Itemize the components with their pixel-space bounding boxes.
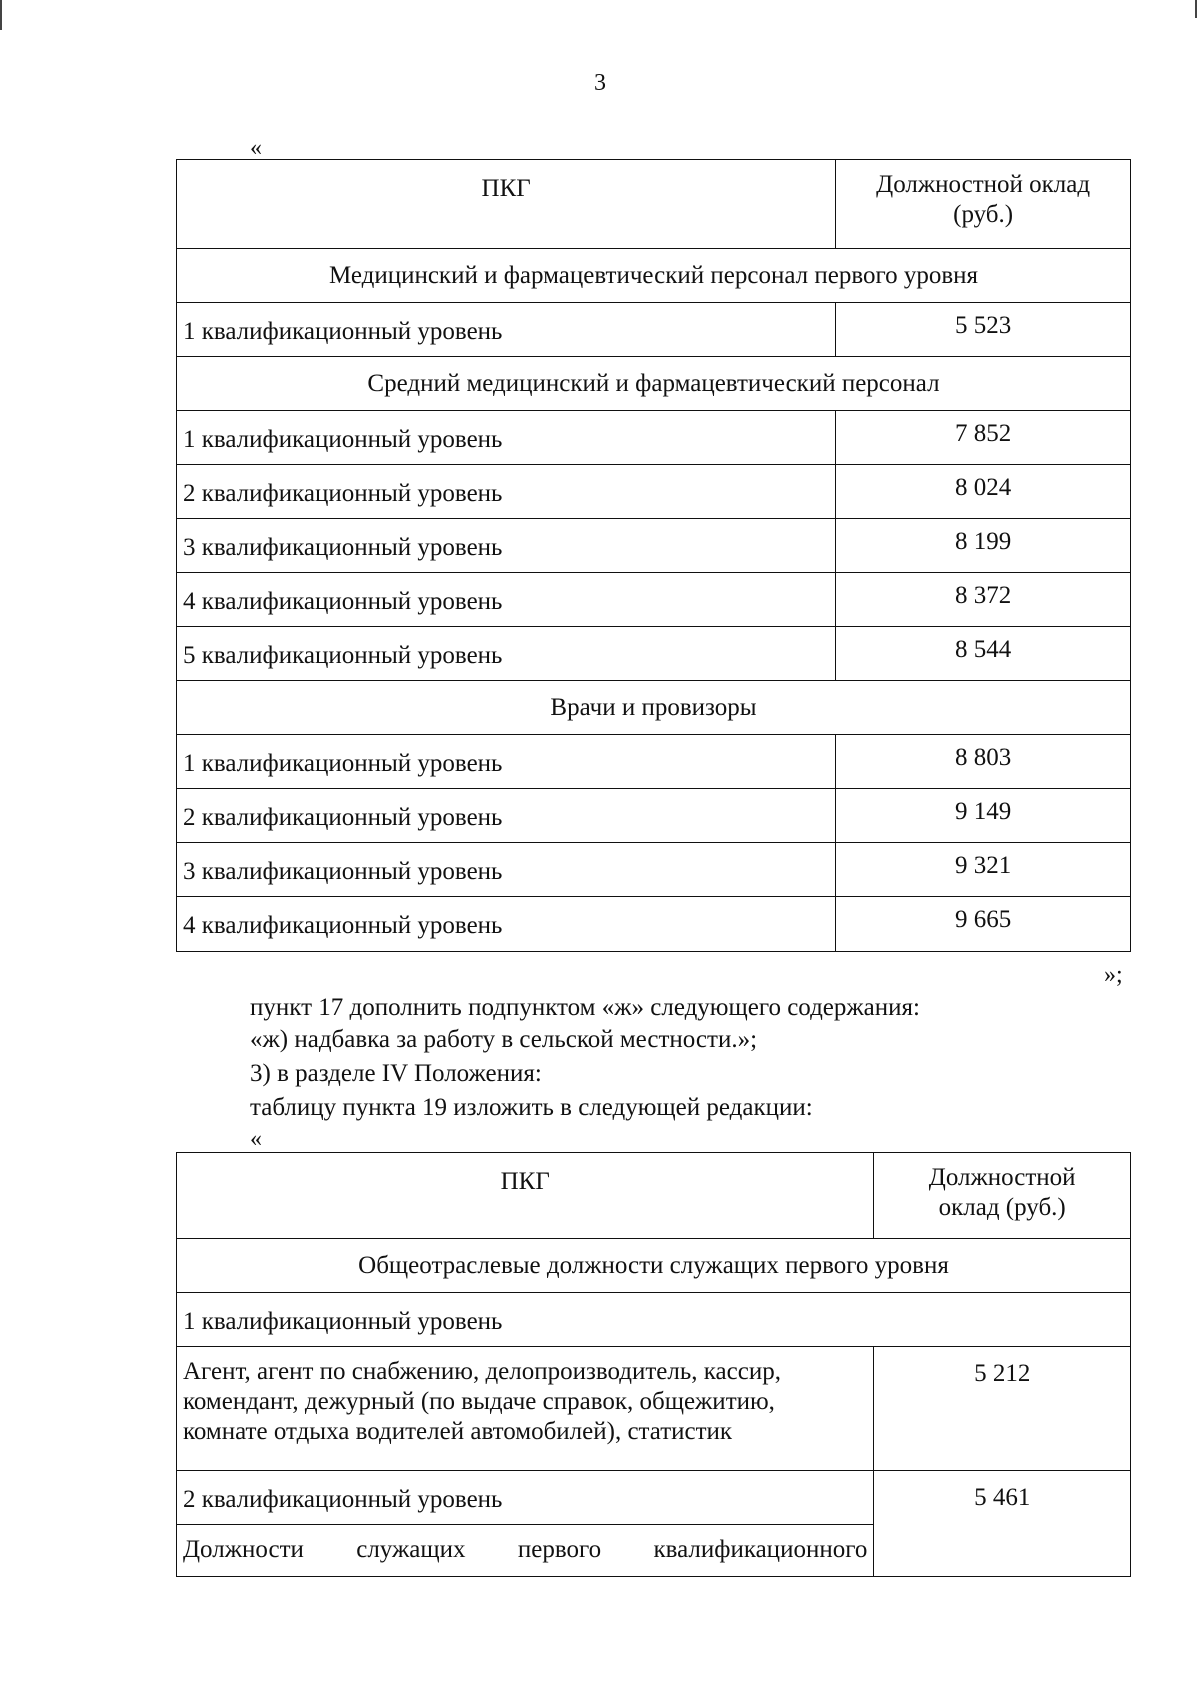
group-title: Средний медицинский и фармацевтический персонал bbox=[177, 357, 1131, 411]
close-quote: »; bbox=[1104, 962, 1123, 988]
table-row bbox=[177, 519, 1131, 573]
level-cell: 2 квалификационный уровень bbox=[177, 1471, 874, 1525]
table-row bbox=[177, 303, 1131, 357]
open-quote-2: « bbox=[250, 1126, 262, 1152]
salary-cell: 8 199 bbox=[836, 519, 1131, 573]
table-header-row bbox=[177, 160, 1131, 249]
group-title: Общеотраслевые должности служащих первого уровня bbox=[177, 1239, 1131, 1293]
salary-cell: 5 523 bbox=[836, 303, 1131, 357]
header-salary bbox=[836, 160, 1131, 249]
header-pkg: ПКГ bbox=[177, 160, 836, 249]
level-cell: 1 квалификационный уровень bbox=[177, 1293, 1131, 1347]
level-cell: 4 квалификационный уровень bbox=[177, 897, 836, 952]
level-cell: 1 квалификационный уровень bbox=[177, 303, 836, 357]
positions-line: комнате отдыха водителей автомобилей), статистик bbox=[183, 1418, 733, 1445]
level-row bbox=[177, 1293, 1131, 1347]
group-title: Медицинский и фармацевтический персонал первого уровня bbox=[177, 249, 1131, 303]
scan-artifact bbox=[0, 0, 2, 30]
salary-cell: 9 665 bbox=[836, 897, 1131, 952]
level-cell: 1 квалификационный уровень bbox=[177, 411, 836, 465]
salary-cell: 9 321 bbox=[836, 843, 1131, 897]
salary-table-1 bbox=[176, 159, 1131, 952]
salary-cell: 8 544 bbox=[836, 627, 1131, 681]
group-row bbox=[177, 1239, 1131, 1293]
header-salary bbox=[874, 1153, 1131, 1239]
header-salary-line1: Должностной оклад bbox=[876, 171, 1091, 198]
table-row bbox=[177, 1471, 1131, 1525]
positions-cell bbox=[177, 1525, 874, 1577]
table-row bbox=[177, 1347, 1131, 1471]
table-row bbox=[177, 465, 1131, 519]
level-cell: 5 квалификационный уровень bbox=[177, 627, 836, 681]
level-cell: 2 квалификационный уровень bbox=[177, 465, 836, 519]
group-row bbox=[177, 249, 1131, 303]
level-cell: 2 квалификационный уровень bbox=[177, 789, 836, 843]
table-row bbox=[177, 627, 1131, 681]
level-cell: 4 квалификационный уровень bbox=[177, 573, 836, 627]
salary-table-2 bbox=[176, 1152, 1131, 1577]
positions-line: комендант, дежурный (по выдаче справок, общежитию, bbox=[183, 1388, 775, 1415]
salary-cell: 5 212 bbox=[874, 1347, 1131, 1471]
word: служащих bbox=[356, 1536, 466, 1563]
header-salary-line1: Должностной bbox=[928, 1164, 1076, 1191]
page-number: 3 bbox=[594, 70, 606, 96]
salary-cell: 8 024 bbox=[836, 465, 1131, 519]
positions-cell bbox=[177, 1347, 874, 1471]
table-row bbox=[177, 897, 1131, 952]
paragraph-line: «ж) надбавка за работу в сельской местности.»; bbox=[250, 1026, 758, 1053]
group-row bbox=[177, 681, 1131, 735]
header-salary-line2: (руб.) bbox=[953, 201, 1014, 228]
table-row bbox=[177, 789, 1131, 843]
salary-cell: 8 372 bbox=[836, 573, 1131, 627]
group-row bbox=[177, 357, 1131, 411]
positions-line bbox=[183, 1535, 867, 1565]
level-cell: 3 квалификационный уровень bbox=[177, 843, 836, 897]
word: Должности bbox=[183, 1536, 304, 1563]
scan-artifact bbox=[1195, 0, 1197, 18]
salary-cell: 5 461 bbox=[874, 1471, 1131, 1577]
salary-cell: 9 149 bbox=[836, 789, 1131, 843]
header-pkg: ПКГ bbox=[177, 1153, 874, 1239]
table-header-row bbox=[177, 1153, 1131, 1239]
table-row bbox=[177, 735, 1131, 789]
salary-cell: 8 803 bbox=[836, 735, 1131, 789]
paragraph-line: 3) в разделе IV Положения: bbox=[250, 1060, 542, 1087]
paragraph-line: таблицу пункта 19 изложить в следующей редакции: bbox=[250, 1094, 813, 1121]
paragraph-line: пункт 17 дополнить подпунктом «ж» следующего содержания: bbox=[250, 994, 920, 1021]
word: первого bbox=[517, 1536, 602, 1563]
word: квалификационного bbox=[653, 1536, 868, 1563]
table-row bbox=[177, 843, 1131, 897]
table-row bbox=[177, 573, 1131, 627]
level-cell: 1 квалификационный уровень bbox=[177, 735, 836, 789]
salary-cell: 7 852 bbox=[836, 411, 1131, 465]
header-salary-line2: оклад (руб.) bbox=[938, 1194, 1066, 1221]
group-title: Врачи и провизоры bbox=[177, 681, 1131, 735]
table-row bbox=[177, 411, 1131, 465]
positions-line: Агент, агент по снабжению, делопроизводитель, кассир, bbox=[183, 1358, 781, 1385]
level-cell: 3 квалификационный уровень bbox=[177, 519, 836, 573]
open-quote: « bbox=[250, 135, 262, 161]
